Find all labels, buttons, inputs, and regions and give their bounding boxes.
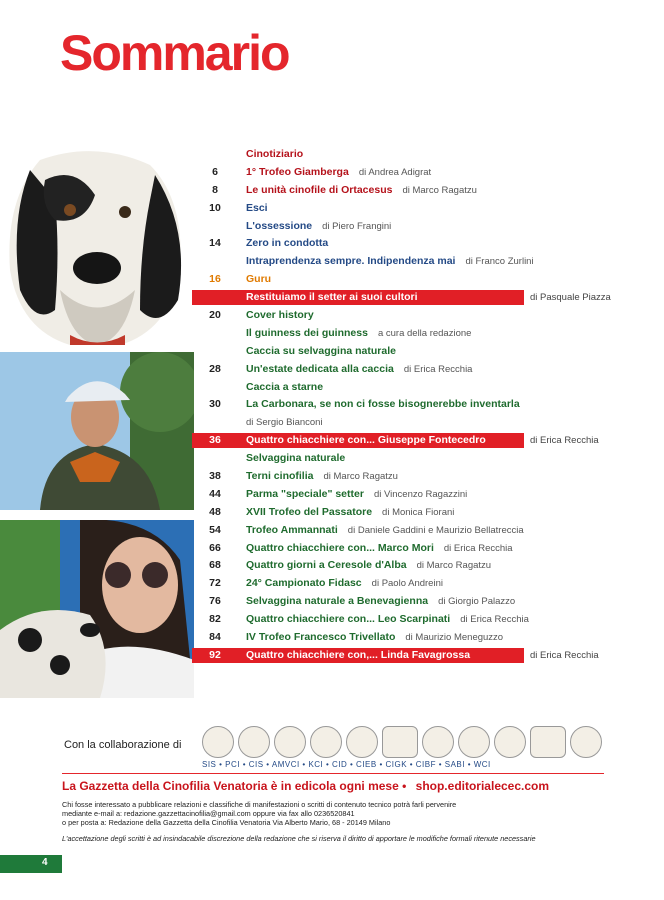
availability-text: La Gazzetta della Cinofilia Venatoria è in edicola ogni mese • xyxy=(62,779,407,793)
toc-row xyxy=(196,468,636,486)
toc-page-number: 36 xyxy=(209,434,221,447)
toc-title: Quattro chiacchiere con... Leo Scarpinati xyxy=(246,613,451,626)
toc-title: 1° Trofeo Giamberga xyxy=(246,165,349,178)
toc-page-number: 48 xyxy=(209,505,221,518)
toc-page-number: 8 xyxy=(212,183,218,196)
toc-title: Selvaggina naturale xyxy=(246,452,346,465)
divider xyxy=(62,773,604,774)
toc-author: di Pasquale Piazza xyxy=(530,292,611,304)
partner-logos-caption: SIS • PCI • CIS • AMVCI • KCI • CID • CIEB • CIGK • CIBF • SABI • WCI xyxy=(202,760,491,769)
toc-row xyxy=(196,146,636,164)
partner-logo-amvci xyxy=(310,726,342,758)
toc-row xyxy=(196,271,636,289)
toc-title: Quattro chiacchiere con,... Linda Favagrossa xyxy=(246,648,471,661)
toc-author: di Sergio Bianconi xyxy=(246,417,323,429)
toc-author: di Maurizio Meneguzzo xyxy=(405,632,504,644)
toc-page-number: 14 xyxy=(209,237,221,250)
toc-row xyxy=(196,432,636,450)
toc-row xyxy=(196,307,636,325)
toc-row xyxy=(196,575,636,593)
submission-info-1: Chi fosse interessato a pubblicare relazioni e classifiche di manifestazioni o scritti di contenuto tecnico potrà farli pervenire xyxy=(62,800,457,809)
setter-portrait-image xyxy=(0,140,195,345)
toc-author: di Andrea Adigrat xyxy=(358,166,432,178)
toc-page-number: 16 xyxy=(209,273,221,286)
toc-page-number: 92 xyxy=(209,648,221,661)
toc-title: L'ossessione xyxy=(246,219,313,232)
toc-title: 24° Campionato Fidasc xyxy=(246,577,362,590)
toc-row xyxy=(196,396,636,414)
submission-info-2: mediante e-mail a: redazione.gazzettacinofilia@gmail.com oppure via fax allo 0236520841 xyxy=(62,809,355,818)
toc-row xyxy=(196,361,636,379)
toc-row xyxy=(196,218,636,236)
toc-row xyxy=(196,557,636,575)
toc-author: di Franco Zurlini xyxy=(465,256,534,268)
toc-title: Cinotiziario xyxy=(246,148,304,160)
partner-logos xyxy=(202,726,602,758)
toc-title: Zero in condotta xyxy=(246,237,329,250)
toc-page-number: 54 xyxy=(209,523,221,536)
toc-author: di Marco Ragatzu xyxy=(323,471,398,483)
partner-logo-kci xyxy=(346,726,378,758)
toc-row xyxy=(196,379,636,397)
toc-title: Esci xyxy=(246,201,268,214)
toc-row xyxy=(196,450,636,468)
partner-logo-cis xyxy=(274,726,306,758)
toc-row xyxy=(196,522,636,540)
toc-row xyxy=(196,235,636,253)
toc-page-number: 84 xyxy=(209,631,221,644)
toc-title: IV Trofeo Francesco Trivellato xyxy=(246,631,396,644)
partner-logo-pci xyxy=(238,726,270,758)
partner-logo-cieb xyxy=(422,726,454,758)
toc-author: di Piero Frangini xyxy=(322,220,392,232)
toc-title: Trofeo Ammannati xyxy=(246,523,338,536)
toc-title: Caccia su selvaggina naturale xyxy=(246,344,396,357)
toc-row xyxy=(196,504,636,522)
partner-logo-cibf xyxy=(494,726,526,758)
partner-logo-sis xyxy=(202,726,234,758)
toc-title: Restituiamo il setter ai suoi cultori xyxy=(246,291,418,304)
toc-title: Il guinness dei guinness xyxy=(246,326,368,339)
toc-page-number: 30 xyxy=(209,398,221,411)
toc-row xyxy=(196,629,636,647)
toc-author: di Erica Recchia xyxy=(460,614,529,626)
toc-title: Intraprendenza sempre. Indipendenza mai xyxy=(246,255,456,268)
shop-link[interactable]: shop.editorialecec.com xyxy=(415,779,550,793)
partner-logo-cid xyxy=(382,726,418,758)
toc-author: di Paolo Andreini xyxy=(371,578,443,590)
toc-author: di Erica Recchia xyxy=(443,542,513,554)
toc-row xyxy=(196,325,636,343)
toc-title: Caccia a starne xyxy=(246,380,324,393)
toc-row xyxy=(196,343,636,361)
toc-row xyxy=(196,182,636,200)
toc-row xyxy=(196,647,636,665)
toc-row xyxy=(196,611,636,629)
table-of-contents xyxy=(196,146,636,665)
toc-page-number: 68 xyxy=(209,559,221,572)
toc-title: Parma "speciale" setter xyxy=(246,487,364,500)
toc-title: Le unità cinofile di Ortacesus xyxy=(246,183,393,196)
toc-page-number: 20 xyxy=(209,309,221,322)
toc-row xyxy=(196,253,636,271)
toc-row xyxy=(196,289,636,307)
toc-page-number: 28 xyxy=(209,362,221,375)
toc-author: di Vincenzo Ragazzini xyxy=(373,488,468,500)
toc-page-number: 10 xyxy=(209,201,221,214)
toc-title: Selvaggina naturale a Benevagienna xyxy=(246,595,429,608)
toc-author: di Giorgio Palazzo xyxy=(438,596,516,608)
toc-row xyxy=(196,414,636,432)
page-number-tab xyxy=(0,855,62,873)
toc-page-number: 76 xyxy=(209,595,221,608)
toc-title: Terni cinofilia xyxy=(246,470,314,483)
partner-logo-sabi xyxy=(530,726,566,758)
toc-row xyxy=(196,200,636,218)
toc-author: di Monica Fiorani xyxy=(382,506,455,518)
toc-page-number: 6 xyxy=(212,165,218,178)
toc-title: XVII Trofeo del Passatore xyxy=(246,505,373,518)
toc-author: di Erica Recchia xyxy=(403,363,473,375)
toc-title: Quattro chiacchiere con... Giuseppe Fontecedro xyxy=(246,434,486,447)
toc-title: Quattro chiacchiere con... Marco Mori xyxy=(246,541,434,554)
toc-author: di Erica Recchia xyxy=(530,435,599,447)
toc-row xyxy=(196,164,636,182)
toc-author: di Erica Recchia xyxy=(530,649,599,661)
page-number: 4 xyxy=(42,857,48,868)
toc-title: Cover history xyxy=(246,309,314,322)
toc-author: di Daniele Gaddini e Maurizio Bellatreccia xyxy=(347,524,524,536)
toc-title: La Carbonara, se non ci fosse bisognerebbe inventarla xyxy=(246,398,520,411)
toc-title: Guru xyxy=(246,273,272,286)
toc-author: a cura della redazione xyxy=(377,327,472,339)
toc-row xyxy=(196,593,636,611)
toc-row xyxy=(196,540,636,558)
collaboration-label: Con la collaborazione di xyxy=(64,739,182,751)
toc-page-number: 66 xyxy=(209,541,221,554)
toc-title: Quattro giorni a Ceresole d'Alba xyxy=(246,559,407,572)
toc-page-number: 72 xyxy=(209,577,221,590)
toc-page-number: 44 xyxy=(209,487,221,500)
toc-page-number: 38 xyxy=(209,470,221,483)
page-title: Sommario xyxy=(60,25,289,81)
toc-row xyxy=(196,486,636,504)
toc-author: di Marco Ragatzu xyxy=(402,184,477,196)
partner-logo-cigk xyxy=(458,726,490,758)
submission-info-3: o per posta a: Redazione della Gazzetta della Cinofilia Venatoria Via Alberto Mario, 68 - 20149 Milano xyxy=(62,818,391,827)
partner-logo-wci xyxy=(570,726,602,758)
man-outdoors-photo xyxy=(0,352,194,510)
woman-with-setter-photo xyxy=(0,520,194,698)
toc-page-number: 82 xyxy=(209,613,221,626)
toc-title: Un'estate dedicata alla caccia xyxy=(246,362,394,375)
disclaimer: L'accettazione degli scritti è ad insindacabile discrezione della redazione che si riserva il diritto di apportare le modifiche formali ritenute necessarie xyxy=(62,834,536,843)
availability-banner xyxy=(62,779,549,793)
toc-author: di Marco Ragatzu xyxy=(416,560,492,572)
